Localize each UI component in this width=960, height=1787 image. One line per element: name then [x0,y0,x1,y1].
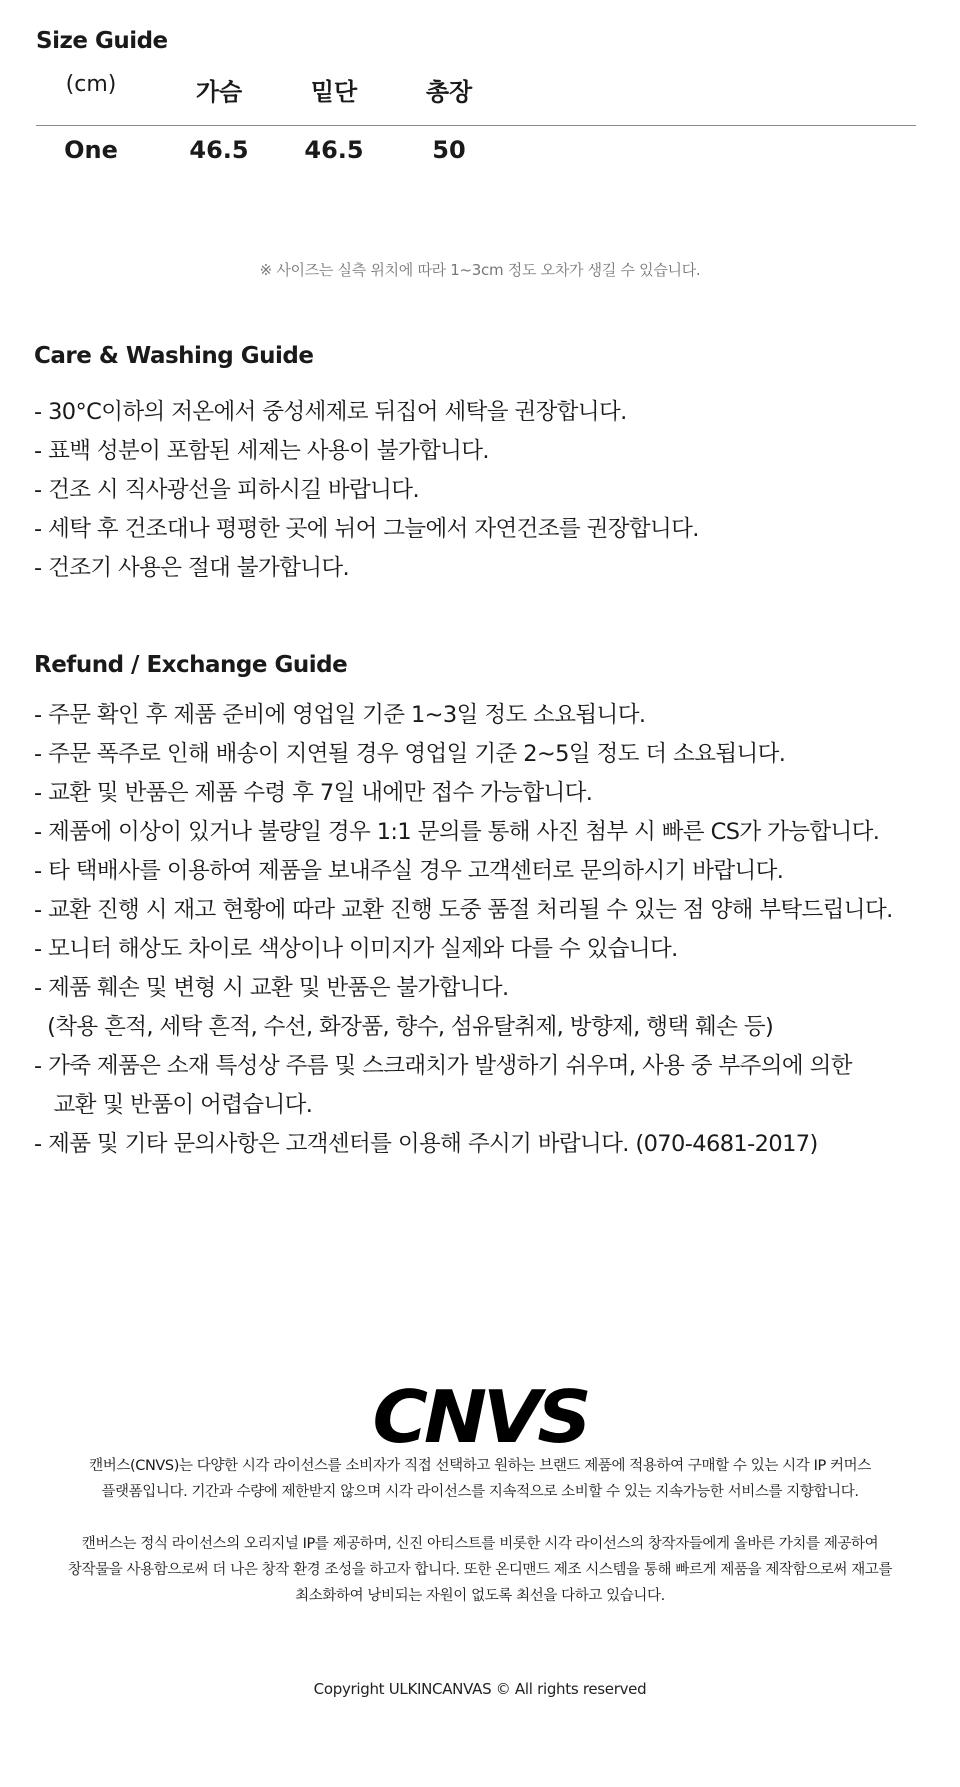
list-item: - 제품에 이상이 있거나 불량일 경우 1:1 문의를 통해 사진 첨부 시 빠른 CS가 가능합니다. [34,819,880,845]
list-item: (착용 흔적, 세탁 흔적, 수선, 화장품, 향수, 섬유탈취제, 방향제, 행택 훼손 등) [34,1014,774,1040]
size-header-chest: 가슴 [195,78,243,106]
list-item: - 모니터 해상도 차이로 색상이나 이미지가 실제와 다를 수 있습니다. [34,936,678,962]
list-item: - 교환 진행 시 재고 현황에 따라 교환 진행 도중 품절 처리될 수 있는 점 양해 부탁드립니다. [34,897,893,923]
table-row [36,136,916,176]
list-item: - 세탁 후 건조대나 평평한 곳에 뉘어 그늘에서 자연건조를 권장합니다. [34,516,699,542]
list-item: - 건조 시 직사광선을 피하시길 바랍니다. [34,477,419,503]
list-item: 교환 및 반품이 어렵습니다. [34,1092,313,1118]
care-guide-list [34,393,934,588]
size-header-unit: (cm) [65,72,117,97]
brand-text-line: 창작물을 사용함으로써 더 나은 창작 환경 조성을 하고자 합니다. 또한 온디맨드 제조 시스템을 통해 빠르게 제품을 제작함으로써 재고를 [67,1562,893,1578]
brand-text-line: 캔버스는 정식 라이선스의 오리지널 IP를 제공하며, 신진 아티스트를 비롯한 시각 라이선스의 창작자들에게 올바른 가치를 제공하여 [81,1536,879,1552]
list-item: - 가죽 제품은 소재 특성상 주름 및 스크래치가 발생하기 쉬우며, 사용 중 부주의에 의한 [34,1053,852,1079]
list-item: - 주문 폭주로 인해 배송이 지연될 경우 영업일 기준 2~5일 정도 더 소요됩니다. [34,741,786,767]
brand-text-line: 캔버스(CNVS)는 다양한 시각 라이선스를 소비자가 직접 선택하고 원하는 브랜드 제품에 적용하여 구매할 수 있는 시각 IP 커머스 [89,1458,871,1474]
cnvs-logo: CNVS [372,1375,588,1459]
brand-text-line: 최소화하여 낭비되는 자원이 없도록 최선을 다하고 있습니다. [295,1588,665,1604]
size-header-hem: 밑단 [310,78,358,106]
size-cell-chest: 46.5 [189,136,249,164]
list-item: - 교환 및 반품은 제품 수령 후 7일 내에만 접수 가능합니다. [34,780,593,806]
care-guide-title: Care & Washing Guide [34,343,314,369]
refund-guide-list [34,696,934,1164]
size-cell-size: One [64,136,118,164]
size-table-header [36,72,916,112]
brand-description-1 [40,1453,920,1505]
size-table-divider [36,125,916,126]
list-item: - 주문 확인 후 제품 준비에 영업일 기준 1~3일 정도 소요됩니다. [34,702,646,728]
list-item: - 30°C이하의 저온에서 중성세제로 뒤집어 세탁을 권장합니다. [34,399,627,425]
list-item: - 건조기 사용은 절대 불가합니다. [34,555,350,581]
brand-text-line: 플랫폼입니다. 기간과 수량에 제한받지 않으며 시각 라이선스를 지속적으로 소비할 수 있는 지속가능한 서비스를 지향합니다. [101,1484,859,1500]
size-cell-hem: 46.5 [304,136,364,164]
list-item: - 제품 및 기타 문의사항은 고객센터를 이용해 주시기 바랍니다. (070-4681-2017) [34,1131,818,1157]
refund-guide-title: Refund / Exchange Guide [34,652,348,678]
copyright: Copyright ULKINCANVAS © All rights reserved [313,1680,647,1698]
size-guide-title: Size Guide [36,28,168,54]
size-note: ※ 사이즈는 실측 위치에 따라 1~3cm 정도 오차가 생길 수 있습니다. [259,261,701,279]
list-item: - 타 택배사를 이용하여 제품을 보내주실 경우 고객센터로 문의하시기 바랍니다. [34,858,784,884]
list-item: - 표백 성분이 포함된 세제는 사용이 불가합니다. [34,438,489,464]
size-header-length: 총장 [425,78,473,106]
brand-description-2 [40,1531,920,1609]
list-item: - 제품 훼손 및 변형 시 교환 및 반품은 불가합니다. [34,975,509,1001]
size-cell-length: 50 [432,136,466,164]
